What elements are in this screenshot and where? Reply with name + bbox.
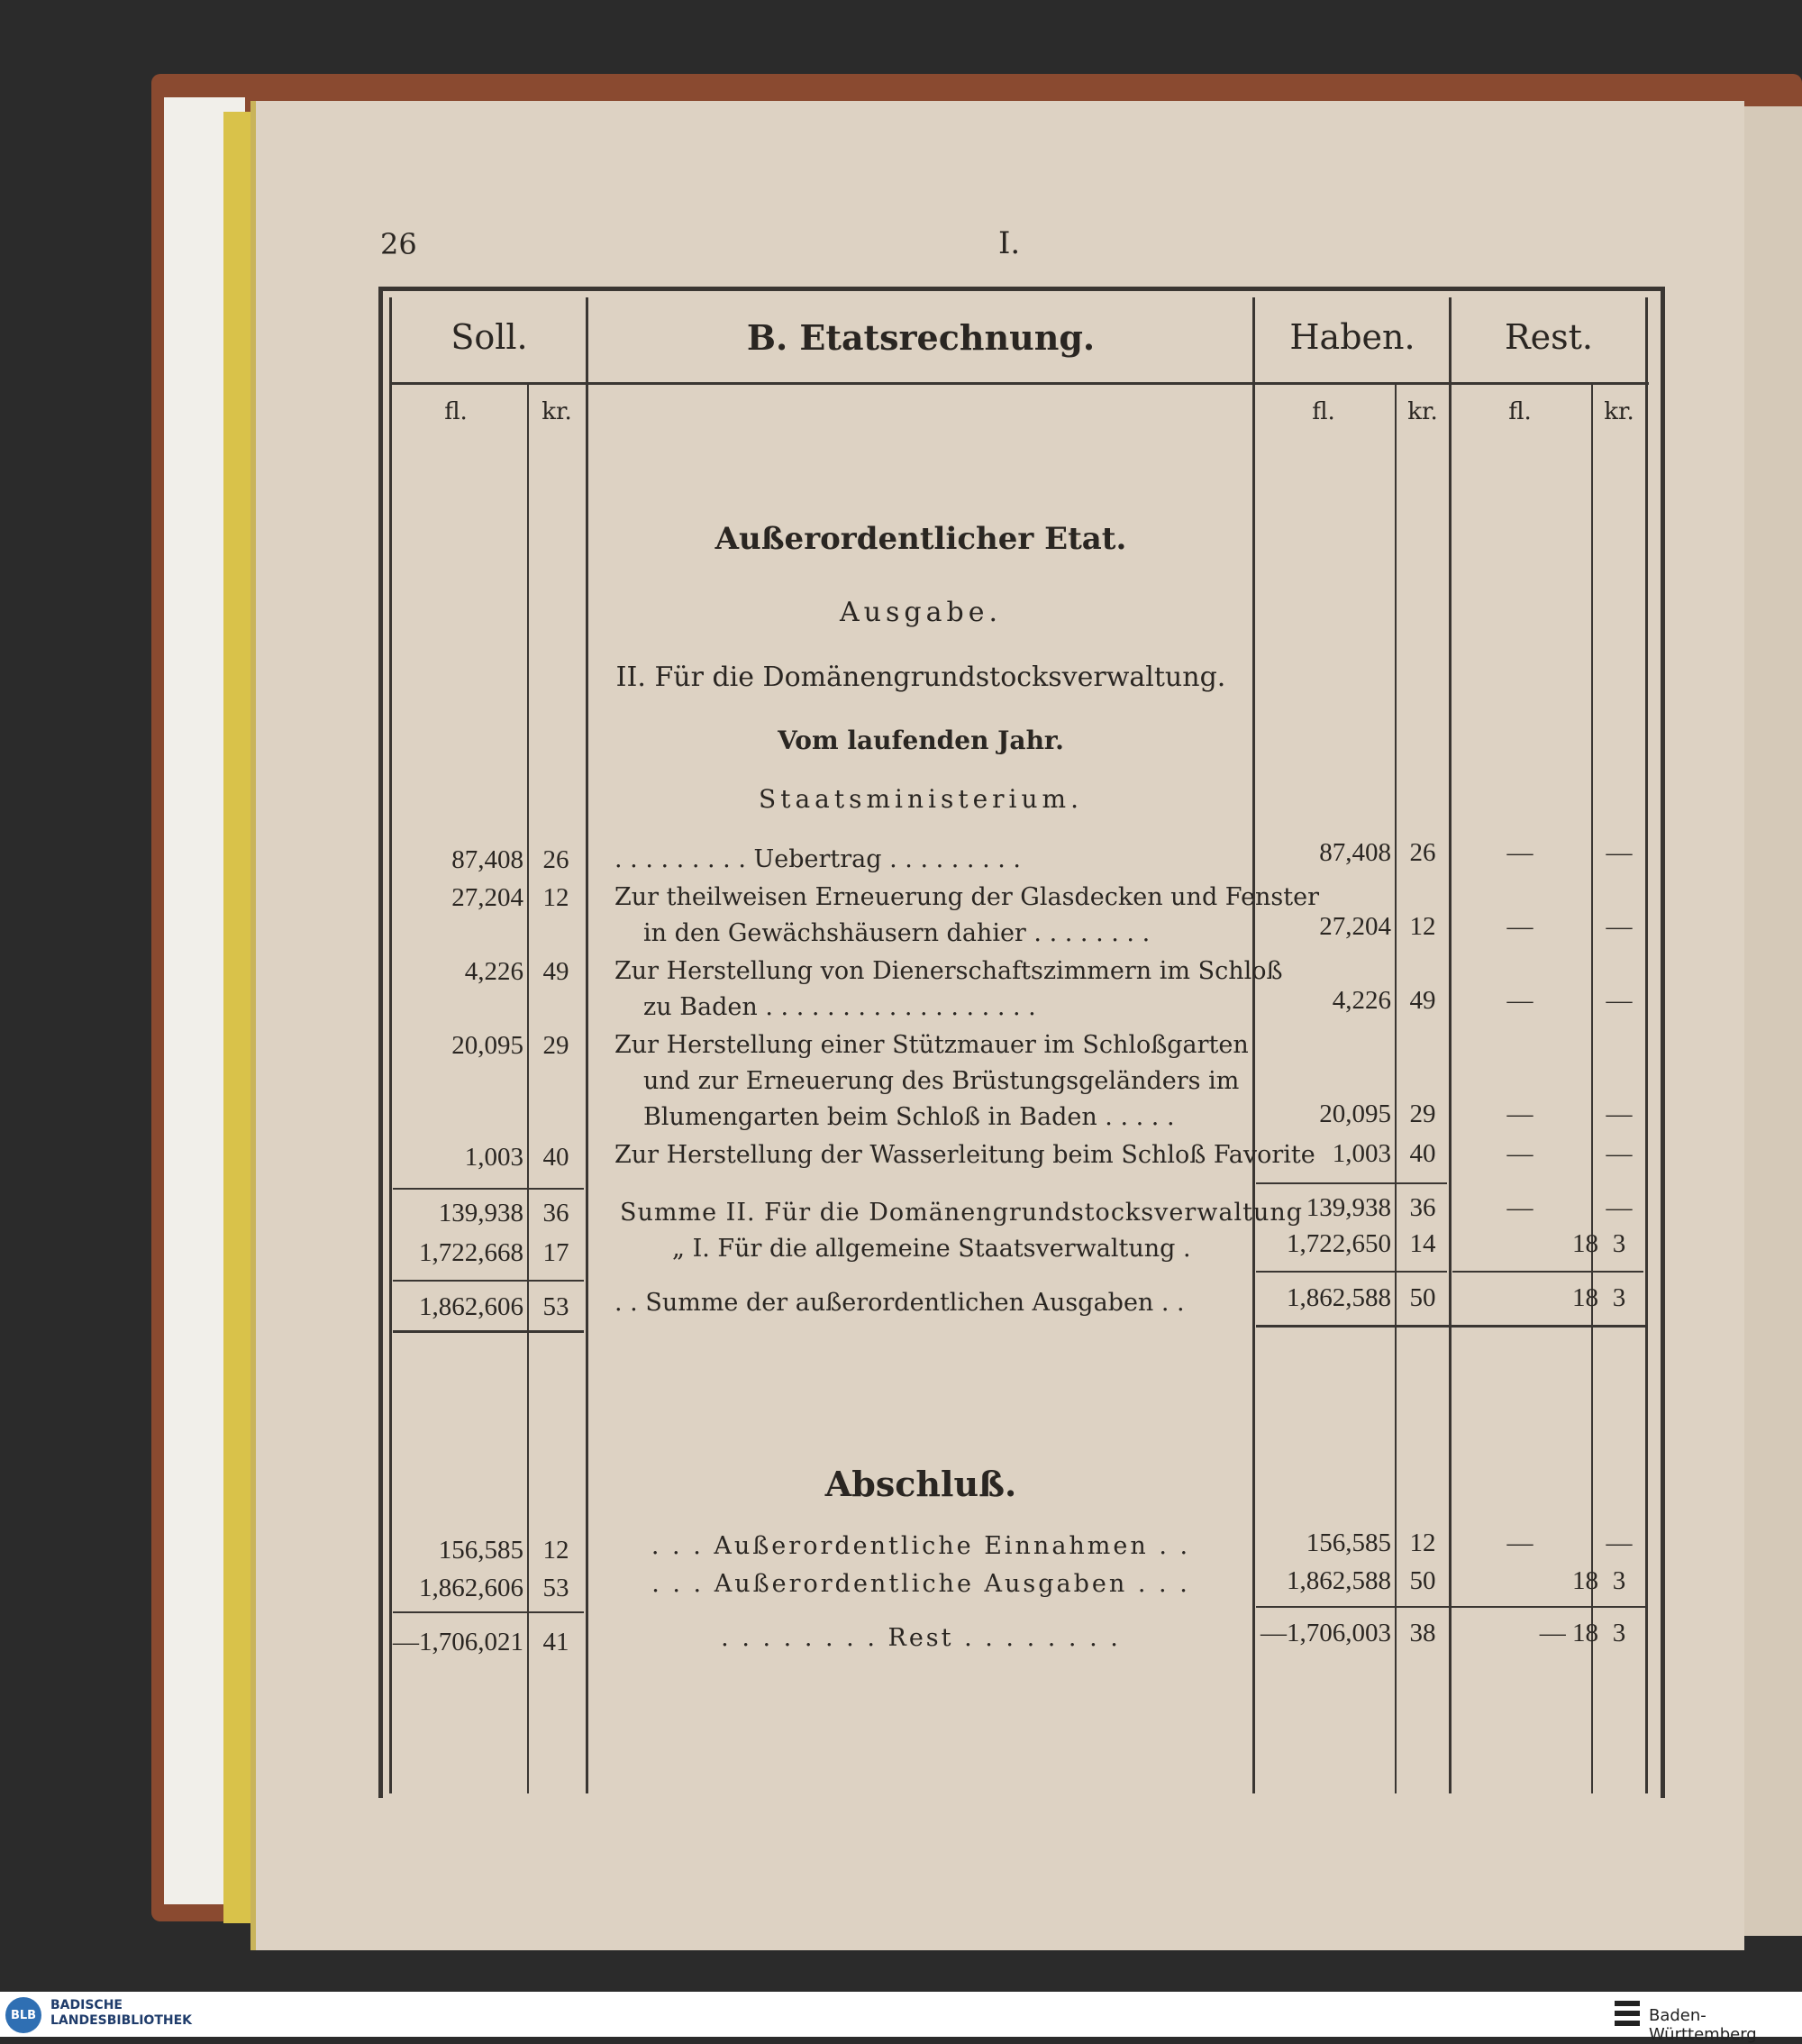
row4-text: Zur Herstellung der Wasserleitung beim Schloß Favorite xyxy=(614,1141,1315,1169)
close1-rest-fl: 18 xyxy=(1572,1566,1598,1595)
rule-soll-fl-kr xyxy=(527,382,529,1793)
row4-rest-kr: — xyxy=(1606,1139,1633,1168)
row3-text-line1: Zur Herstellung einer Stützmauer im Schloßgarten xyxy=(614,1031,1249,1059)
total-rule-haben xyxy=(1256,1271,1447,1273)
row2-haben-kr: 49 xyxy=(1409,986,1436,1015)
baden-wuerttemberg-lions-icon xyxy=(1613,1997,1642,2030)
sum1-soll-kr: 17 xyxy=(542,1238,569,1267)
state-name[interactable]: Baden-Württemberg xyxy=(1649,2006,1757,2044)
row2-rest-fl: — xyxy=(1506,986,1534,1015)
sum0-label: Summe II. Für die Domänengrundstocksverwaltung xyxy=(620,1199,1304,1227)
sum0-rest-fl: — xyxy=(1506,1193,1534,1222)
row2-soll-kr: 49 xyxy=(542,957,569,986)
page-number: 26 xyxy=(380,227,417,261)
library-name-line1: BADISCHE xyxy=(50,1998,123,2012)
row4-haben-kr: 40 xyxy=(1409,1139,1436,1168)
total-rule-rest xyxy=(1452,1271,1643,1273)
close0-soll-fl: 156,585 xyxy=(438,1536,523,1565)
row4-soll-kr: 40 xyxy=(542,1143,569,1172)
rest-rule-haben xyxy=(1256,1606,1645,1608)
row2-text-line2: zu Baden . . . . . . . . . . . . . . . . . . xyxy=(643,993,1036,1021)
heading-etat: Außerordentlicher Etat. xyxy=(714,521,1127,557)
close1-rest-kr: 3 xyxy=(1612,1566,1626,1595)
row3-haben-kr: 29 xyxy=(1409,1100,1436,1128)
sum1-label: „ I. Für die allgemeine Staatsverwaltung . xyxy=(672,1235,1191,1263)
col-soll-kr: kr. xyxy=(542,398,572,425)
row1-text-line2: in den Gewächshäusern dahier . . . . . . . . xyxy=(643,919,1151,947)
heading-ministry: Staatsministerium. xyxy=(759,784,1083,814)
close0-label: . . . Außerordentliche Einnahmen . . xyxy=(651,1532,1191,1560)
row0-text: . . . . . . . . . Uebertrag . . . . . . . . . xyxy=(614,845,1022,873)
header-rule xyxy=(389,382,1649,385)
close2-soll-kr: 41 xyxy=(542,1628,569,1656)
rule-soll-text xyxy=(586,297,588,1793)
close2-soll-fl: —1,706,021 xyxy=(393,1628,523,1656)
sum0-rest-kr: — xyxy=(1606,1193,1633,1222)
rule-right-inner xyxy=(1645,297,1648,1793)
sum-rule-haben xyxy=(1256,1182,1447,1184)
facing-page-edge xyxy=(1739,106,1802,1936)
row1-text-line1: Zur theilweisen Erneuerung der Glasdecken und Fenster xyxy=(614,883,1320,911)
sum1-rest-fl: 18 xyxy=(1572,1229,1598,1258)
row0-rest-kr: — xyxy=(1606,838,1633,867)
close0-rest-fl: — xyxy=(1506,1528,1534,1557)
row4-soll-fl: 1,003 xyxy=(464,1143,523,1172)
close0-haben-kr: 12 xyxy=(1409,1528,1436,1557)
row0-soll-fl: 87,408 xyxy=(451,845,523,874)
close2-haben-kr: 38 xyxy=(1409,1619,1436,1647)
col-rest-kr: kr. xyxy=(1604,398,1634,425)
row4-rest-fl: — xyxy=(1506,1139,1534,1168)
sum2-rest-kr: 3 xyxy=(1612,1283,1626,1312)
row2-haben-fl: 4,226 xyxy=(1332,986,1391,1015)
rule-left-inner xyxy=(389,297,392,1793)
sum2-soll-kr: 53 xyxy=(542,1292,569,1321)
double-rule-soll xyxy=(393,1330,584,1333)
heading-abschluss: Abschluß. xyxy=(824,1464,1017,1504)
row3-rest-kr: — xyxy=(1606,1100,1633,1128)
sum1-soll-fl: 1,722,668 xyxy=(419,1238,523,1267)
row1-soll-kr: 12 xyxy=(542,883,569,912)
col-haben-kr: kr. xyxy=(1407,398,1438,425)
row1-soll-fl: 27,204 xyxy=(451,883,523,912)
row3-haben-fl: 20,095 xyxy=(1319,1100,1391,1128)
close0-soll-kr: 12 xyxy=(542,1536,569,1565)
section-number: I. xyxy=(998,225,1021,261)
close2-rest-kr: 3 xyxy=(1612,1619,1626,1647)
row3-rest-fl: — xyxy=(1506,1100,1534,1128)
close2-label: . . . . . . . . Rest . . . . . . . . xyxy=(721,1624,1121,1652)
rule-haben-fl-kr xyxy=(1395,382,1397,1793)
close1-haben-kr: 50 xyxy=(1409,1566,1436,1595)
library-name[interactable] xyxy=(50,1998,231,2029)
heading-year: Vom laufenden Jahr. xyxy=(778,725,1064,755)
col-haben-fl: fl. xyxy=(1312,398,1335,425)
header-rest: Rest. xyxy=(1505,317,1593,357)
double-rule-haben xyxy=(1256,1325,1645,1328)
sum1-rest-kr: 3 xyxy=(1612,1229,1626,1258)
row0-rest-fl: — xyxy=(1506,838,1534,867)
header-haben: Haben. xyxy=(1289,317,1415,357)
row0-soll-kr: 26 xyxy=(542,845,569,874)
row1-rest-fl: — xyxy=(1506,912,1534,941)
sum2-label: . . Summe der außerordentlichen Ausgaben . . xyxy=(614,1289,1185,1317)
sum0-haben-fl: 139,938 xyxy=(1306,1193,1391,1222)
col-rest-fl: fl. xyxy=(1508,398,1532,425)
close1-soll-fl: 1,862,606 xyxy=(419,1574,523,1602)
row0-haben-fl: 87,408 xyxy=(1319,838,1391,867)
sum1-haben-kr: 14 xyxy=(1409,1229,1436,1258)
sum2-soll-fl: 1,862,606 xyxy=(419,1292,523,1321)
sum0-soll-fl: 139,938 xyxy=(438,1199,523,1227)
row3-soll-fl: 20,095 xyxy=(451,1031,523,1060)
sum0-soll-kr: 36 xyxy=(542,1199,569,1227)
sum2-haben-fl: 1,862,588 xyxy=(1287,1283,1391,1312)
row2-soll-fl: 4,226 xyxy=(464,957,523,986)
row3-soll-kr: 29 xyxy=(542,1031,569,1060)
library-name-line2: LANDESBIBLIOTHEK xyxy=(50,2013,193,2028)
sum2-rest-fl: 18 xyxy=(1572,1283,1598,1312)
close2-rest-fl: — 18 xyxy=(1539,1619,1598,1647)
rest-rule-soll xyxy=(393,1611,584,1613)
row1-haben-fl: 27,204 xyxy=(1319,912,1391,941)
row2-text-line1: Zur Herstellung von Dienerschaftszimmern im Schloß xyxy=(614,957,1283,985)
sum1-haben-fl: 1,722,650 xyxy=(1287,1229,1391,1258)
header-title: B. Etatsrechnung. xyxy=(746,317,1096,358)
row2-rest-kr: — xyxy=(1606,986,1633,1015)
close1-haben-fl: 1,862,588 xyxy=(1287,1566,1391,1595)
sum-rule-soll xyxy=(393,1188,584,1190)
close2-haben-fl: —1,706,003 xyxy=(1260,1619,1391,1647)
row3-text-line2: und zur Erneuerung des Brüstungsgeländers im xyxy=(643,1067,1240,1095)
viewer-footer xyxy=(0,1992,1802,2037)
sum0-haben-kr: 36 xyxy=(1409,1193,1436,1222)
row0-haben-kr: 26 xyxy=(1409,838,1436,867)
col-soll-fl: fl. xyxy=(444,398,468,425)
total-rule-soll xyxy=(393,1280,584,1282)
heading-ausgabe: Ausgabe. xyxy=(840,597,1002,628)
close0-rest-kr: — xyxy=(1606,1528,1633,1557)
blb-logo[interactable]: BLB xyxy=(5,1997,41,2033)
row3-text-line3: Blumengarten beim Schloß in Baden . . . . . xyxy=(643,1103,1175,1131)
rule-text-haben xyxy=(1252,297,1255,1793)
row1-haben-kr: 12 xyxy=(1409,912,1436,941)
sum2-haben-kr: 50 xyxy=(1409,1283,1436,1312)
rule-haben-rest xyxy=(1449,297,1452,1793)
close1-soll-kr: 53 xyxy=(542,1574,569,1602)
close0-haben-fl: 156,585 xyxy=(1306,1528,1391,1557)
row1-rest-kr: — xyxy=(1606,912,1633,941)
close1-label: . . . Außerordentliche Ausgaben . . . xyxy=(651,1570,1190,1598)
header-soll: Soll. xyxy=(450,317,528,357)
row4-haben-fl: 1,003 xyxy=(1332,1139,1391,1168)
heading-section: II. Für die Domänengrundstocksverwaltung. xyxy=(615,662,1226,693)
